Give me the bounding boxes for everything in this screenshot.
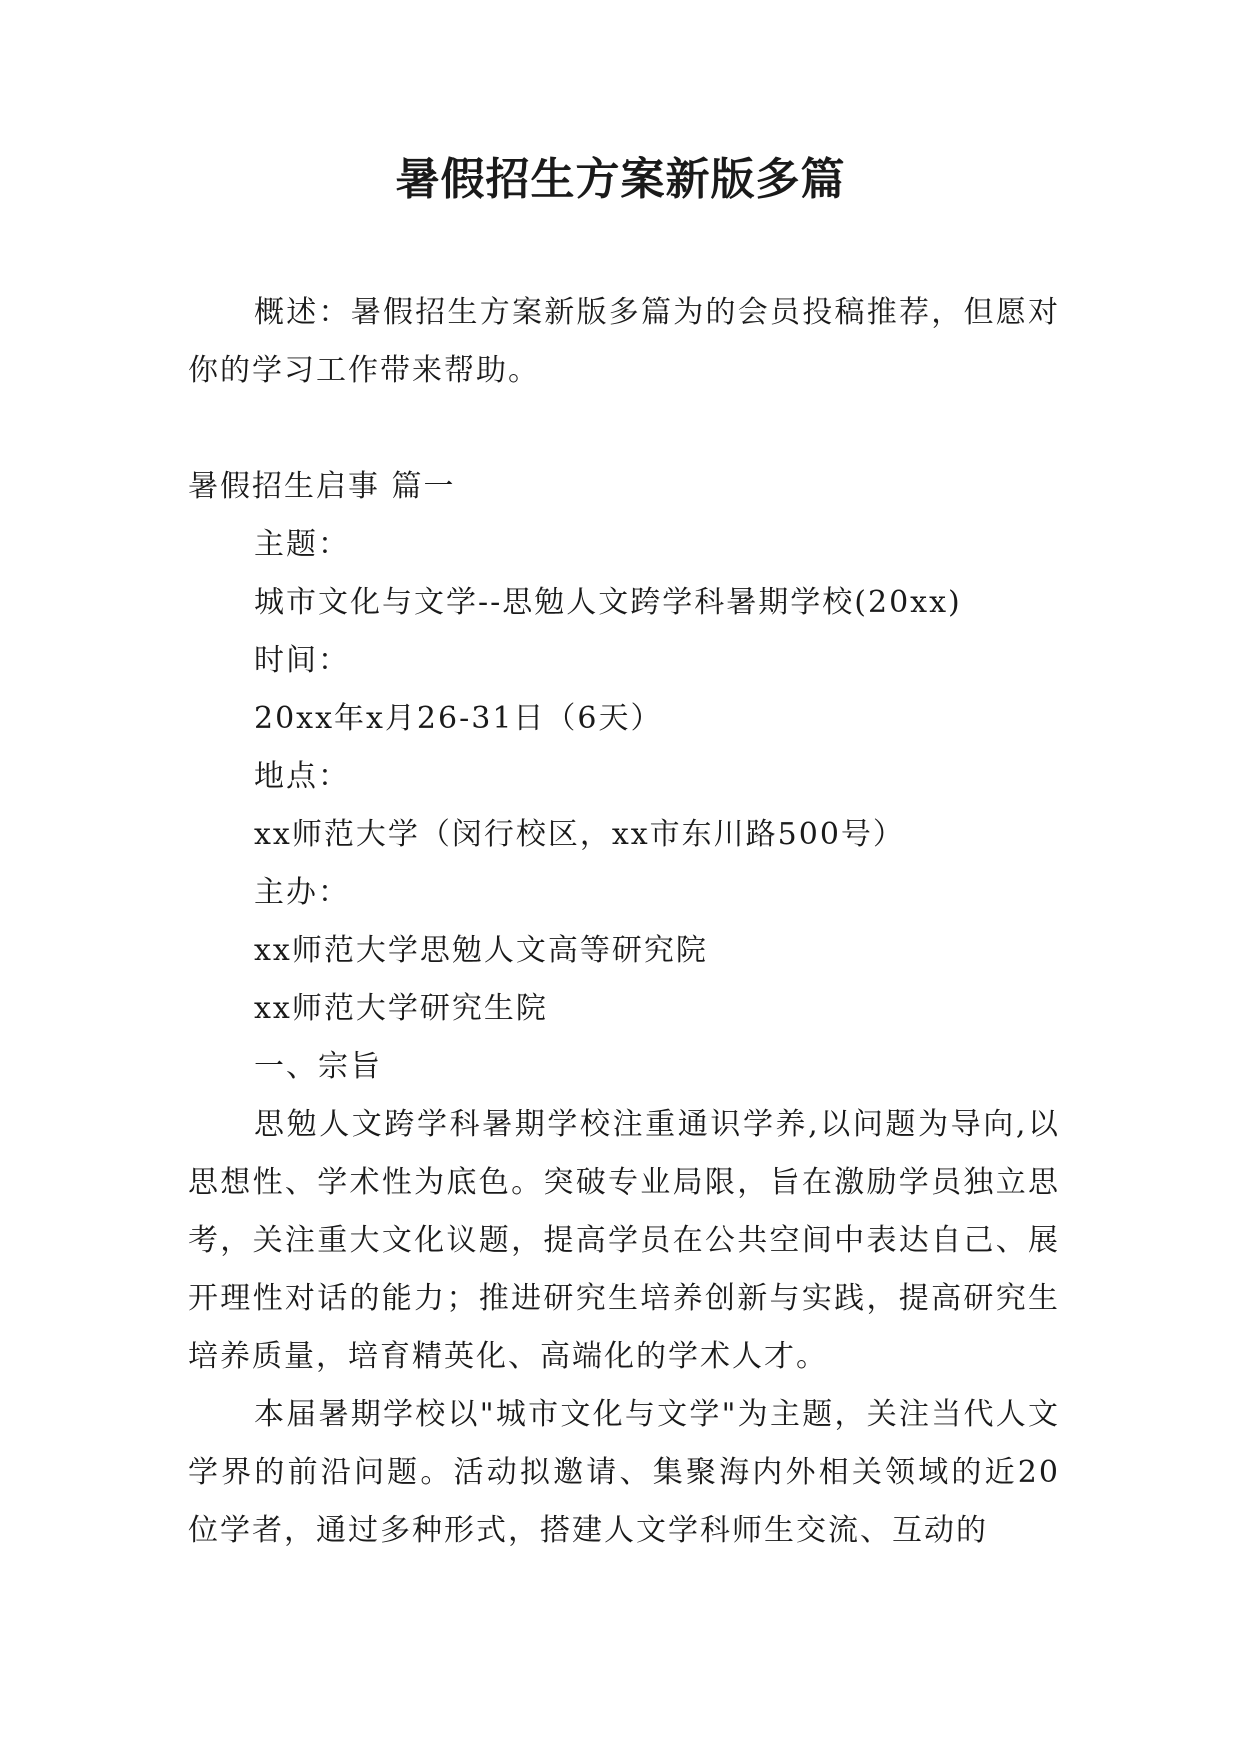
section-heading: 暑假招生启事 篇一 [188,469,456,504]
body-paragraph-1: 思勉人文跨学科暑期学校注重通识学养,以问题为导向,以思想性、学术性为底色。突破专业局限，旨在激励学员独立思考，关注重大文化议题，提高学员在公共空间中表达自己、展开理性对话的能力；推进研究生培养创新与实践，提高研究生培养质量，培育精英化、高端化的学术人才。 [188,1107,1060,1374]
document-body [188,284,1060,1560]
value-theme: 城市文化与文学--思勉人文跨学科暑期学校(20xx) [254,585,962,620]
body-paragraph-2: 本届暑期学校以"城市文化与文学"为主题，关注当代人文学界的前沿问题。活动拟邀请、集聚海内外相关领域的近20位学者，通过多种形式，搭建人文学科师生交流、互动的 [188,1397,1060,1548]
value-host-2: xx师范大学研究生院 [254,991,548,1026]
label-time: 时间： [254,643,350,678]
value-time: 20xx年x月26-31日（6天） [254,701,663,736]
summary-paragraph: 概述：暑假招生方案新版多篇为的会员投稿推荐，但愿对你的学习工作带来帮助。 [188,295,1060,388]
label-theme: 主题： [254,527,350,562]
subheading-purpose: 一、宗旨 [254,1049,382,1084]
label-location: 地点： [254,759,350,794]
spacer [188,400,1060,458]
value-location: xx师范大学（闵行校区，xx市东川路500号） [254,817,905,852]
value-host-1: xx师范大学思勉人文高等研究院 [254,933,708,968]
document-title: 暑假招生方案新版多篇 [395,154,846,205]
label-host: 主办： [254,875,350,910]
